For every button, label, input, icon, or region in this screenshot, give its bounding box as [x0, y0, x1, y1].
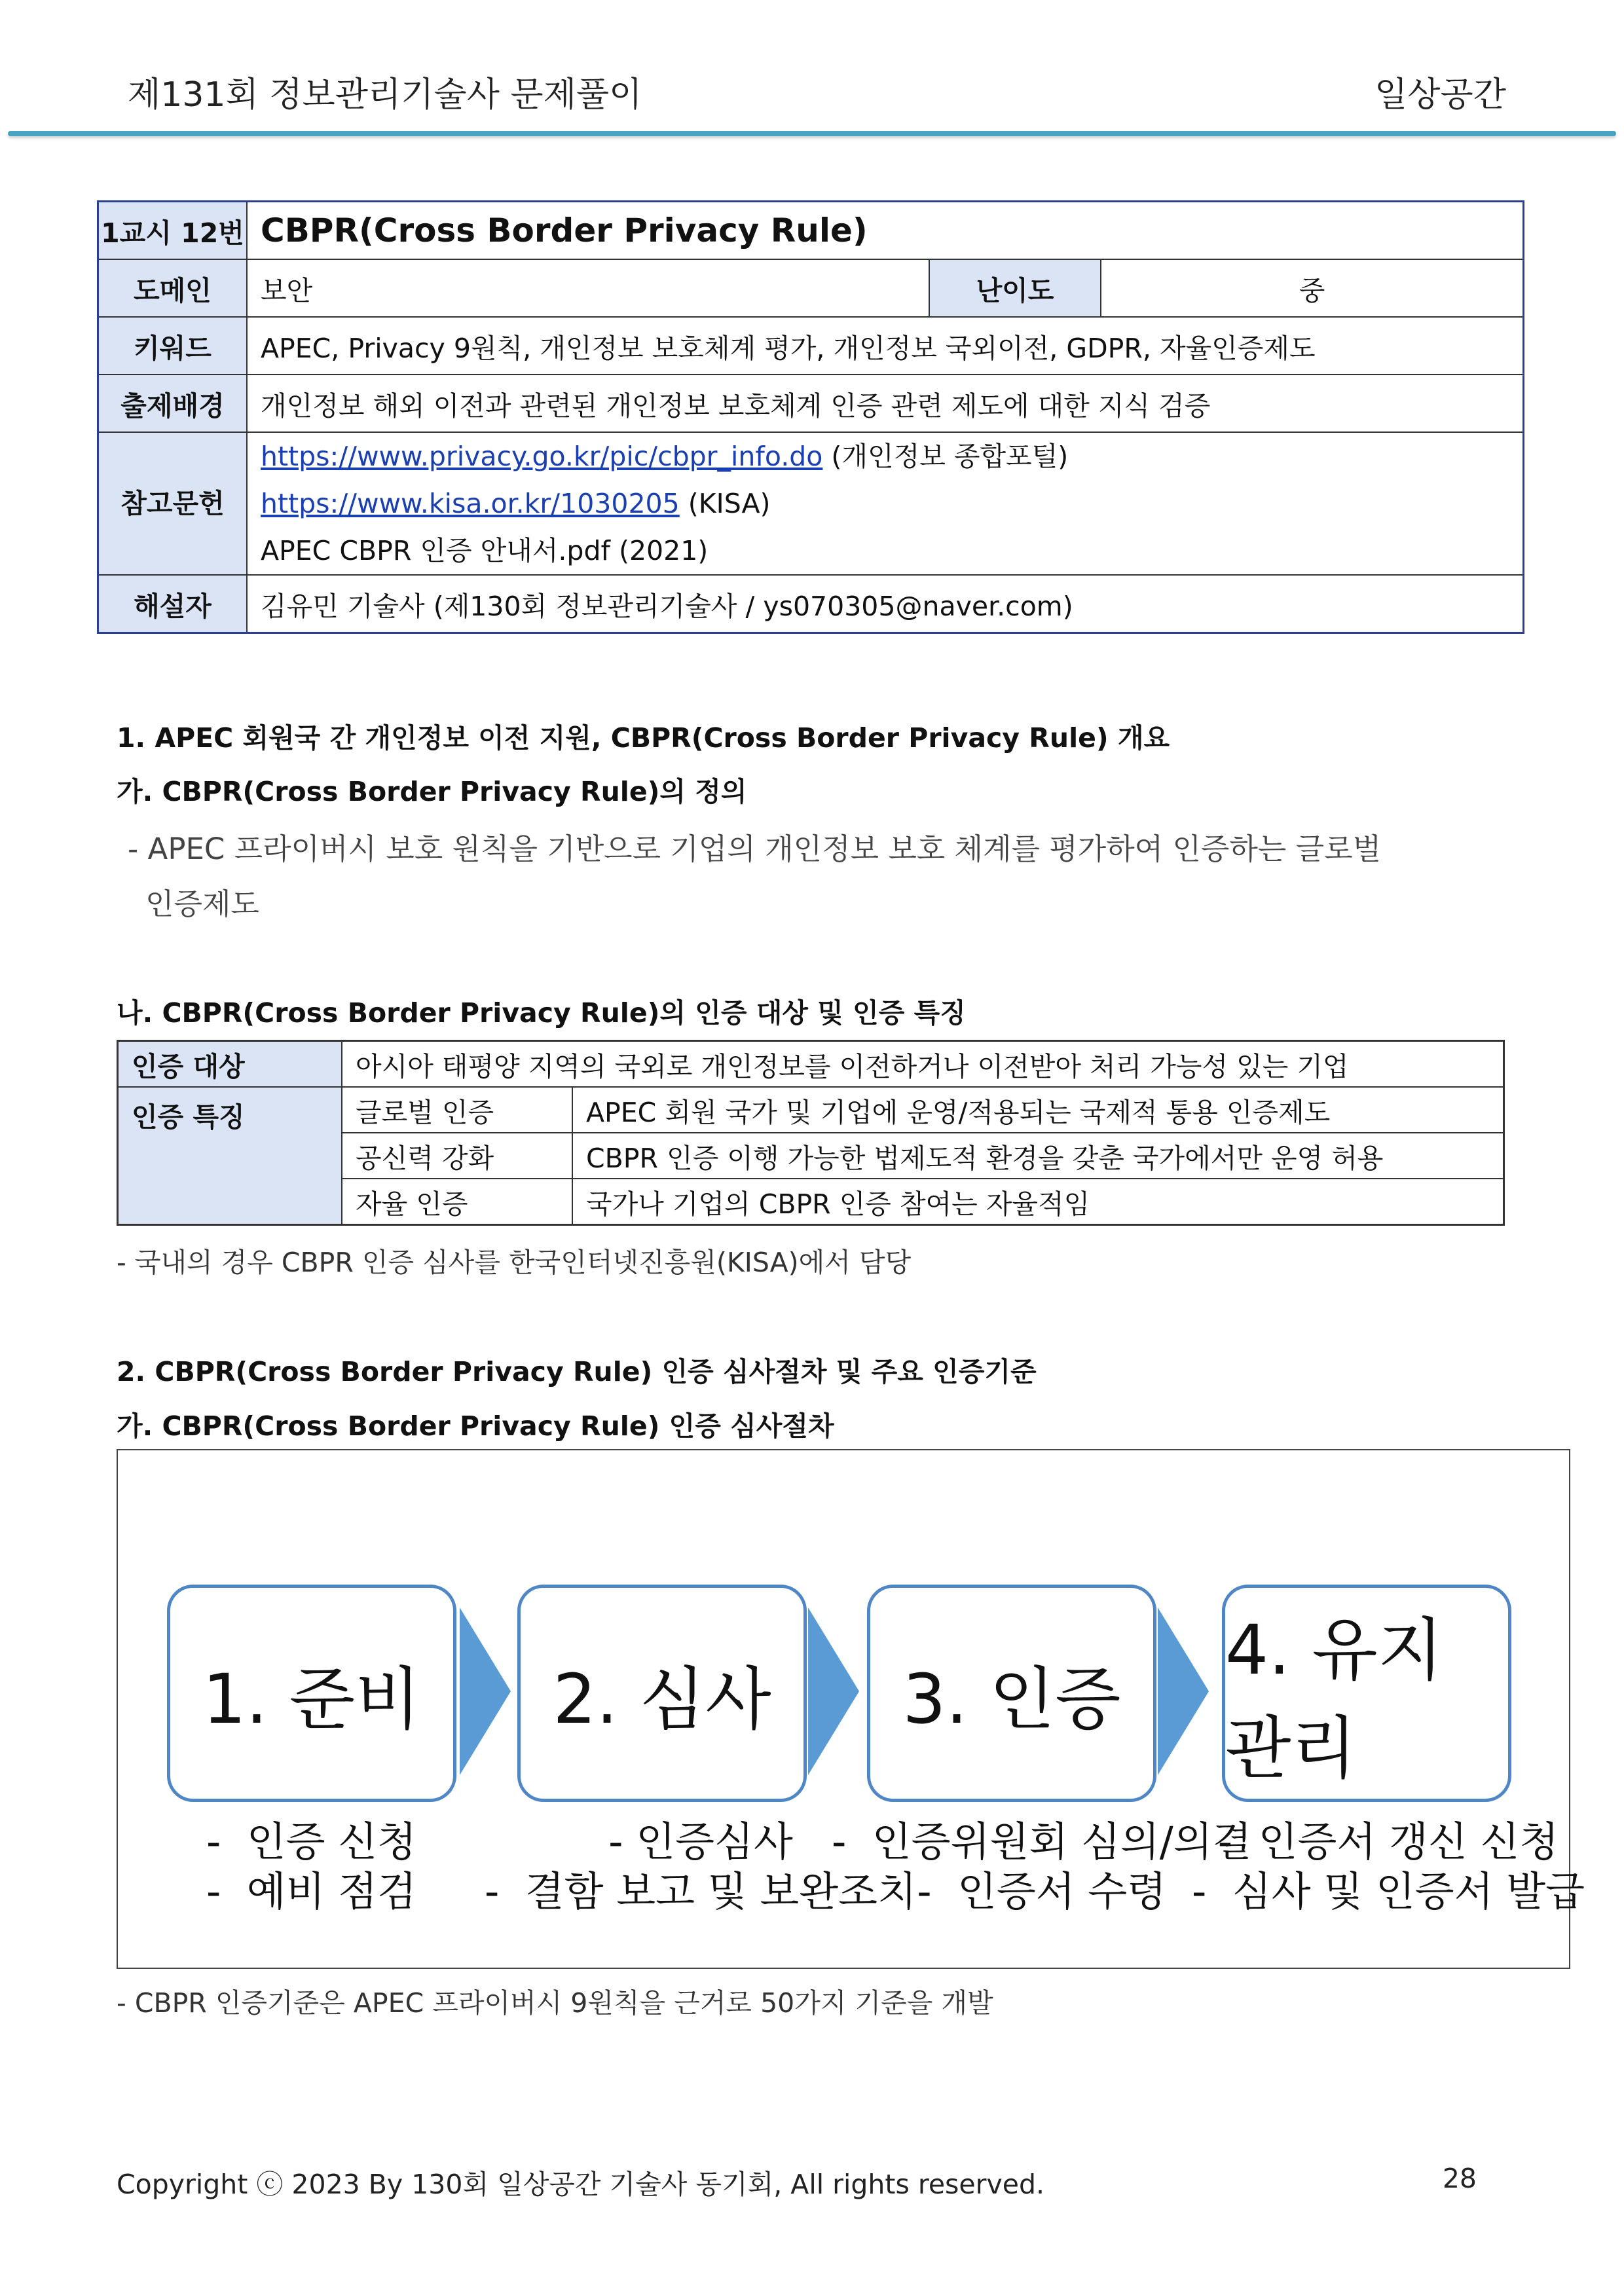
author-label: 해설자 [98, 575, 248, 633]
reference-list [247, 432, 1524, 575]
header-brand: 일상공간 [1375, 75, 1506, 115]
reference-link-privacy[interactable]: https://www.privacy.go.kr/pic/cbpr_info.do [261, 441, 823, 472]
author-value: 김유민 기술사 (제130회 정보관리기술사 / ys070305@naver.com) [247, 575, 1524, 633]
footer-copyright: Copyright ⓒ 2023 By 130회 일상공간 기술사 동기회, All rights reserved. [117, 2169, 1045, 2200]
step-box-review: 2. 심사 [517, 1585, 807, 1802]
step-desc-review: - 인증심사 - 결함 보고 및 보완조치 [485, 1818, 917, 1915]
step-box-certify: 3. 인증 [867, 1585, 1156, 1802]
header-title: 제131회 정보관리기술사 문제풀이 [128, 75, 642, 115]
section1-note: - 국내의 경우 CBPR 인증 심사를 한국인터넷진흥원(KISA)에서 담당 [117, 1247, 912, 1278]
reference-item [261, 480, 1509, 527]
feature-key: 공신력 강화 [342, 1133, 572, 1179]
arrow-right-icon [808, 1607, 859, 1775]
section1-sub-a: 가. CBPR(Cross Border Privacy Rule)의 정의 [117, 776, 747, 807]
target-label: 인증 대상 [118, 1041, 342, 1088]
feature-value: 국가나 기업의 CBPR 인증 참여는 자율적임 [572, 1179, 1504, 1225]
section2-heading: 2. CBPR(Cross Border Privacy Rule) 인증 심사절차 및 주요 인증기준 [117, 1356, 1037, 1387]
cert-feature-table [117, 1040, 1505, 1226]
feature-value: APEC 회원 국가 및 기업에 운영/적용되는 국제적 통용 인증제도 [572, 1087, 1504, 1133]
question-title: CBPR(Cross Border Privacy Rule) [247, 202, 1524, 260]
step-desc-certify: - 인증위원회 심의/의결 - 인증서 수령 [832, 1818, 1252, 1915]
session-label: 1교시 12번 [98, 202, 248, 260]
arrow-right-icon [1158, 1607, 1209, 1775]
reference-item [261, 433, 1509, 480]
section1-heading: 1. APEC 회원국 간 개인정보 이전 지원, CBPR(Cross Border Privacy Rule) 개요 [117, 722, 1170, 754]
step-desc-prepare: - 인증 신청 - 예비 점검 [206, 1818, 417, 1915]
reference-item: APEC CBPR 인증 안내서.pdf (2021) [261, 535, 709, 566]
reference-note: (KISA) [679, 488, 771, 519]
header-divider [8, 131, 1616, 136]
feature-value: CBPR 인증 이행 가능한 법제도적 환경을 갖춘 국가에서만 운영 허용 [572, 1133, 1504, 1179]
domain-label: 도메인 [98, 259, 248, 317]
process-diagram [117, 1449, 1585, 1969]
background-value: 개인정보 해외 이전과 관련된 개인정보 보호체계 인증 관련 제도에 대한 지식 검증 [247, 375, 1524, 432]
reference-link-kisa[interactable]: https://www.kisa.or.kr/1030205 [261, 488, 680, 519]
step-desc-maintain: - 인증서 갱신 신청 - 심사 및 인증서 발급 [1192, 1818, 1585, 1915]
section2-sub-a: 가. CBPR(Cross Border Privacy Rule) 인증 심사절차 [117, 1410, 834, 1442]
background-label: 출제배경 [98, 375, 248, 432]
feature-label: 인증 특징 [118, 1087, 342, 1225]
reference-label: 참고문헌 [98, 432, 248, 575]
arrow-right-icon [460, 1607, 511, 1775]
target-value: 아시아 태평양 지역의 국외로 개인정보를 이전하거나 이전받아 처리 가능성 있는 기업 [342, 1041, 1504, 1088]
reference-note: (개인정보 종합포털) [822, 441, 1069, 472]
step-box-maintain: 4. 유지관리 [1222, 1585, 1511, 1802]
section1-sub-b: 나. CBPR(Cross Border Privacy Rule)의 인증 대상 및 인증 특징 [117, 997, 966, 1029]
domain-value: 보안 [247, 259, 929, 317]
feature-key: 자율 인증 [342, 1179, 572, 1225]
difficulty-value: 중 [1101, 259, 1524, 317]
section2-note: - CBPR 인증기준은 APEC 프라이버시 9원칙을 근거로 50가지 기준을 개발 [117, 1987, 993, 2019]
keyword-label: 키워드 [98, 317, 248, 375]
definition-line-2: 인증제도 [145, 887, 259, 921]
keyword-value: APEC, Privacy 9원칙, 개인정보 보호체계 평가, 개인정보 국외이전, GDPR, 자율인증제도 [247, 317, 1524, 375]
step-box-prepare: 1. 준비 [167, 1585, 456, 1802]
definition-line-1: - APEC 프라이버시 보호 원칙을 기반으로 기업의 개인정보 보호 체계를 평가하여 인증하는 글로벌 [128, 832, 1382, 866]
difficulty-label: 난이도 [929, 259, 1101, 317]
page-number: 28 [1442, 2163, 1477, 2194]
feature-key: 글로벌 인증 [342, 1087, 572, 1133]
question-info-table [97, 200, 1524, 634]
